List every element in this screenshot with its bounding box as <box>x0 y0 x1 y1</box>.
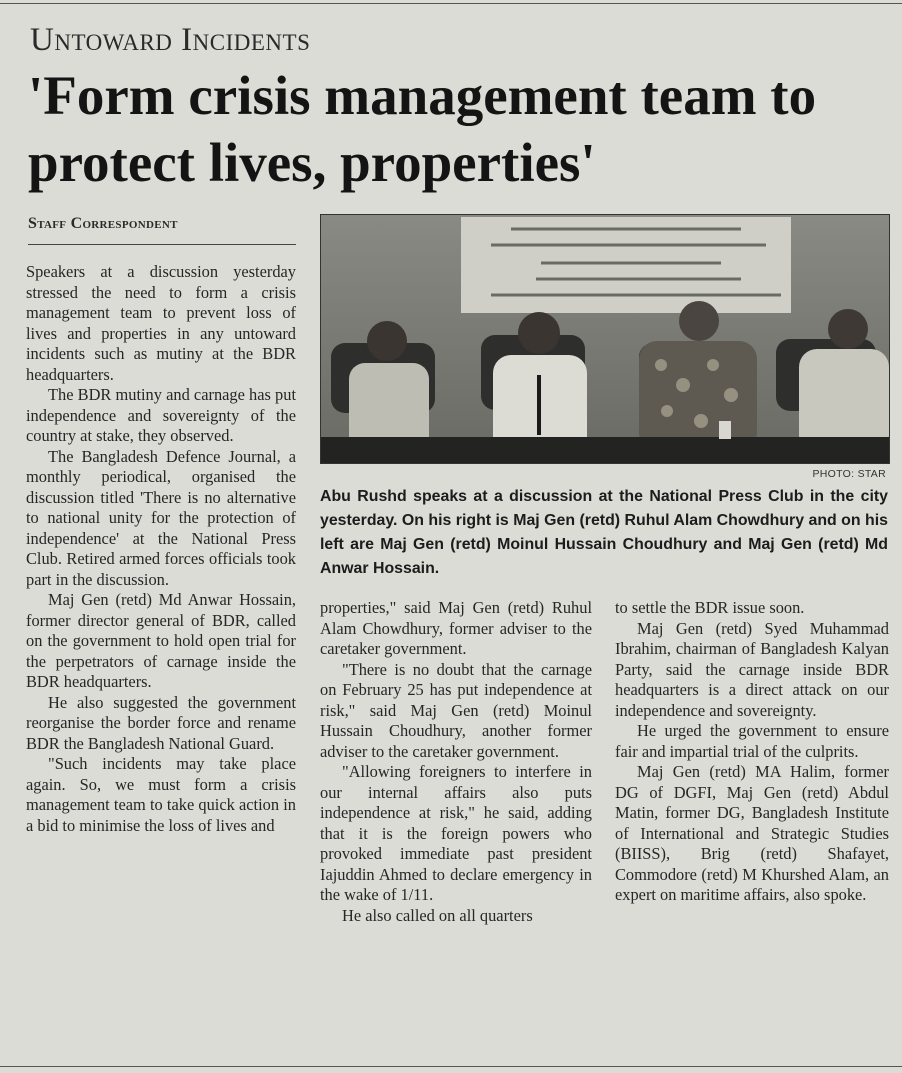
photo-caption: Abu Rushd speaks at a discussion at the National Press Club in the city yesterday. On his right is Maj Gen (retd) Ruhul Alam Chowdhury and on his left are Maj Gen (retd) Moinul Hussain Choudhury and Maj Gen (retd) Md Anwar Hossain. <box>320 488 888 577</box>
paragraph: Maj Gen (retd) Syed Muhammad Ibrahim, chairman of Bangladesh Kalyan Party, said the carnage inside BDR headquarters is a direct attack on our independence and sovereignty. <box>615 618 889 720</box>
paragraph: He urged the government to ensure fair and impartial trial of the culprits. <box>615 721 889 761</box>
paragraph: "There is no doubt that the carnage on February 25 has put independence at risk," said Maj Gen (retd) Moinul Hussain Choudhury, another former adviser to the caretaker government. <box>320 659 592 761</box>
paragraph: He also suggested the government reorganise the border force and rename BDR the Bangladesh National Guard. <box>26 692 296 753</box>
byline-rule <box>28 244 296 245</box>
head-table <box>321 437 889 463</box>
paragraph: Maj Gen (retd) MA Halim, former DG of DGFI, Maj Gen (retd) Abdul Matin, former DG, Bangladesh Institute of International and Strategic Studies (BIISS), Brig (retd) Shafayet, Commodore (retd) M Khurshed Alam, an expert on maritime affairs, also spoke. <box>615 762 889 904</box>
bottom-rule <box>0 1066 902 1067</box>
paragraph: Speakers at a discussion yesterday stressed the need to form a crisis management team to prevent loss of lives and properties in any untoward incidents such as mutiny at the BDR headquarters. <box>26 262 296 384</box>
paragraph: Maj Gen (retd) Md Anwar Hossain, former director general of BDR, called on the government to hold open trial for the perpetrators of carnage inside the BDR headquarters. <box>26 590 296 691</box>
news-photo <box>320 214 890 464</box>
paragraph: to settle the BDR issue soon. <box>615 598 805 617</box>
body-column-1 <box>26 262 296 836</box>
paragraph: The BDR mutiny and carnage has put independence and sovereignty of the country at stake, they observed. <box>26 385 296 445</box>
paragraph: "Allowing foreigners to interfere in our internal affairs also puts independence at risk," he said, adding that it is the foreign powers who provoked immediate past president Iajuddin Ahmed to declare emergency in the wake of 1/11. <box>320 762 592 904</box>
press-conference-image <box>321 215 889 463</box>
event-banner <box>461 217 791 313</box>
photo-credit: PHOTO: STAR <box>812 468 886 480</box>
paragraph: The Bangladesh Defence Journal, a monthly periodical, organised the discussion titled 'There is no alternative to national unity for the protection of independence' at the National Press Club. Retired armed forces officials took part in the discussion. <box>26 446 296 589</box>
paragraph: He also called on all quarters <box>342 905 533 925</box>
byline: Staff Correspondent <box>28 215 178 232</box>
top-rule <box>0 3 902 4</box>
paragraph: properties," said Maj Gen (retd) Ruhul Alam Chowdhury, former adviser to the caretaker government. <box>320 598 592 658</box>
body-column-2 <box>320 598 592 926</box>
section-kicker: Untoward Incidents <box>30 22 311 58</box>
headline: 'Form crisis management team to protect lives, properties' <box>28 65 817 193</box>
body-column-3 <box>615 598 889 906</box>
paragraph: "Such incidents may take place again. So, we must form a crisis management team to take quick action in a bid to minimise the loss of lives and <box>26 754 296 835</box>
